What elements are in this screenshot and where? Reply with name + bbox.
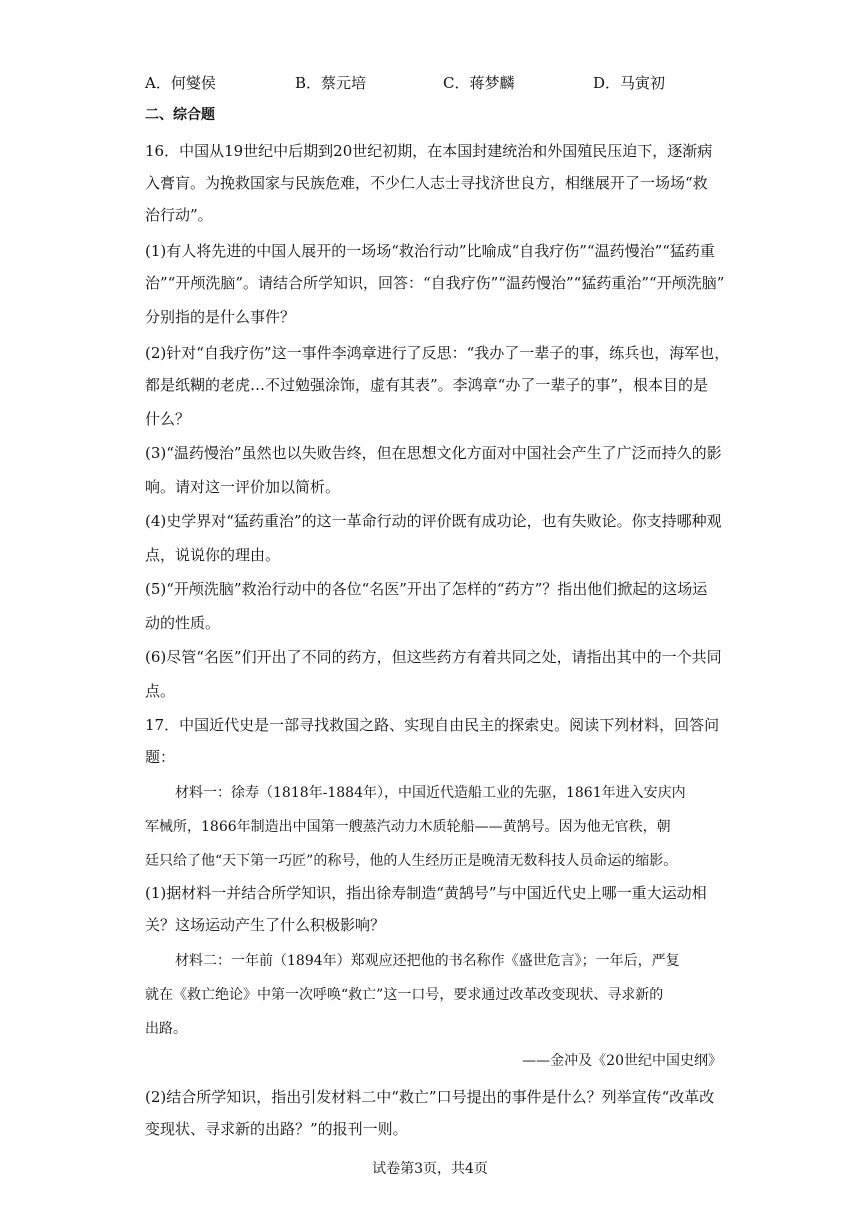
q17-line: 17．中国近代史是一部寻找救国之路、实现自由民主的探索史。阅读下列材料，回答问 [145,716,720,734]
material-two-line: 出路。 [145,1021,187,1037]
material-two-line: 就在《救亡绝论》中第一次呼唤“救亡”这一口号，要求通过改革改变现状、寻求新的 [145,987,664,1003]
q16-line: (5)“开颅洗脑”救治行动中的各位“名医”开出了怎样的“药方”？指出他们掀起的这场运 [145,580,708,598]
q17-line: 题： [145,748,176,766]
answer-options [145,72,745,94]
q16-line: 点，说说你的理由。 [145,546,281,564]
q17-line: 关？这场运动产生了什么积极影响？ [145,916,386,934]
q16-line: (4)史学界对“猛药重治”的这一革命行动的评价既有成功论，也有失败论。你支持哪种观 [145,512,722,530]
q16-line: 都是纸糊的老虎…不过勉强涂饰，虚有其表”。李鸿章“办了一辈子的事”，根本目的是 [145,376,709,394]
q16-line: (1)有人将先进的中国人展开的一场场“救治行动”比喻成“自我疗伤”“温药慢治”“猛药重 [145,242,715,260]
material-two-line: 材料二：一年前（1894年）郑观应还把他的书名称作《盛世危言》；一年后，严复 [175,953,680,969]
material-one-line: 廷只给了他“天下第一巧匠”的称号，他的人生经历正是晚清无数科技人员命运的缩影。 [145,853,678,869]
q16-line: (2)针对“自我疗伤”这一事件李鸿章进行了反思：“我办了一辈子的事，练兵也，海军也， [145,344,730,362]
q16-line: 动的性质。 [145,614,221,632]
q16-line: 分别指的是什么事件？ [145,308,296,326]
option-d[interactable]: D．马寅初 [593,74,666,92]
q16-line: (3)“温药慢治”虽然也以失败告终，但在思想文化方面对中国社会产生了广泛而持久的影 [145,444,722,462]
option-b[interactable]: B．蔡元培 [295,74,367,92]
page-footer: 试卷第3页，共4页 [372,1161,488,1177]
q16-line: 什么？ [145,410,191,428]
q16-line: 治行动”。 [145,206,213,224]
material-one-line: 军械所，1866年制造出中国第一艘蒸汽动力木质轮船——黄鹄号。因为他无官秩，朝 [145,819,671,835]
option-c[interactable]: C．蒋梦麟 [443,74,515,92]
q16-line: 响。请对这一评价加以简析。 [145,478,341,496]
q16-line: 点。 [145,682,176,700]
q16-line: (6)尽管“名医”们开出了不同的药方，但这些药方有着共同之处，请指出其中的一个共同 [145,648,722,666]
q17-line: (1)据材料一并结合所学知识，指出徐寿制造“黄鹄号”与中国近代史上哪一重大运动相 [145,884,707,902]
q16-line: 治”“开颅洗脑”。请结合所学知识，回答：“自我疗伤”“温药慢治”“猛药重治”“开颅洗脑” [145,274,725,292]
material-source: ——金冲及《20世纪中国史纲》 [522,1053,722,1069]
q16-line: 入膏肓。为挽救国家与民族危难，不少仁人志士寻找济世良方，相继展开了一场场“救 [145,174,708,192]
q17-line: 变现状、寻求新的出路？”的报刊一则。 [145,1120,408,1138]
material-one-line: 材料一：徐寿（1818年-1884年），中国近代造船工业的先驱，1861年进入安庆内 [175,785,686,801]
q17-line: (2)结合所学知识，指出引发材料二中“救亡”口号提出的事件是什么？列举宣传“改革改 [145,1088,715,1106]
section-title: 二、综合题 [145,107,215,123]
option-a[interactable]: A．何燮侯 [145,74,216,92]
q16-line: 16．中国从19世纪中后期到20世纪初期，在本国封建统治和外国殖民压迫下，逐渐病 [145,142,713,160]
